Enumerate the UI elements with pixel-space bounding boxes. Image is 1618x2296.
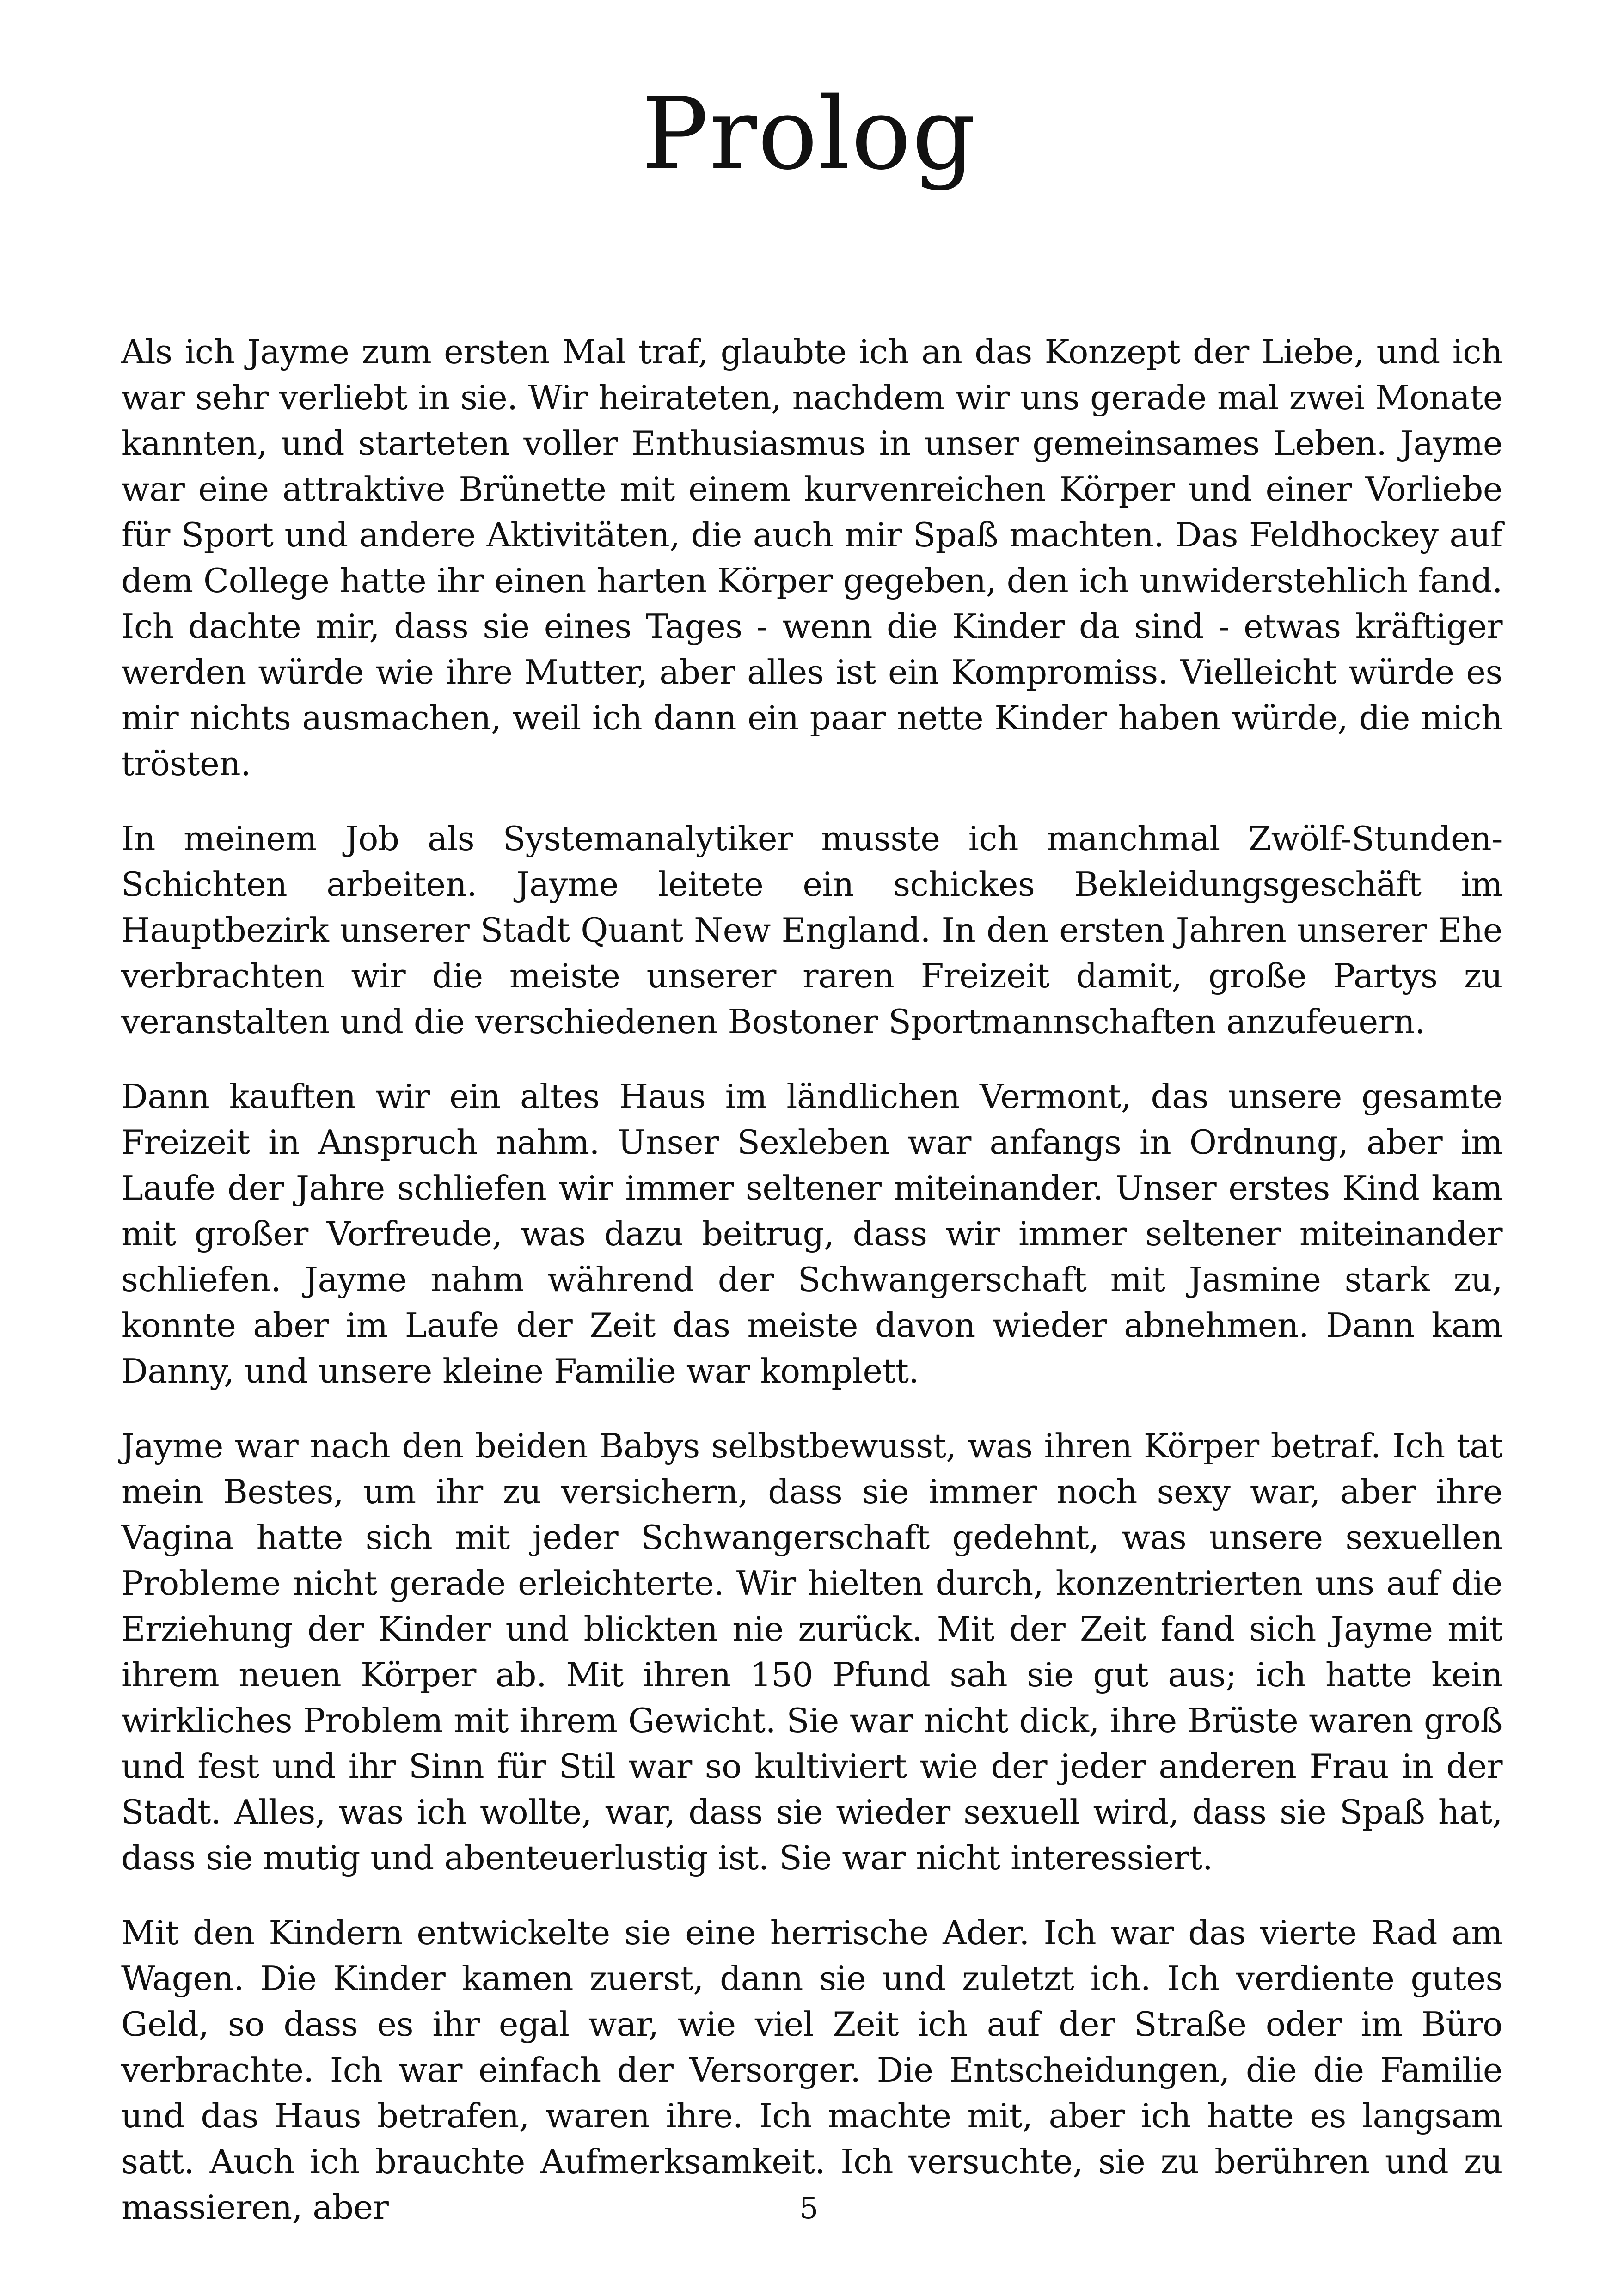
paragraph-3: Dann kauften wir ein altes Haus im ländlichen Vermont, das unsere gesamte Freizeit in Anspruch nahm. Unser Sexleben war anfangs in Ordnung, aber im Laufe der Jahre schliefen wir immer seltener miteinander. Unser erstes Kind kam mit großer Vorfreude, was dazu beitrug, dass wir immer seltener miteinander schliefen. Jayme nahm während der Schwangerschaft mit Jasmine stark zu, konnte aber im Laufe der Zeit das meiste davon wieder abnehmen. Dann kam Danny, und unsere kleine Familie war komplett. [121,1077,1502,1390]
chapter-title: Prolog [641,76,977,192]
paragraph-1: Als ich Jayme zum ersten Mal traf, glaubte ich an das Konzept der Liebe, und ich war sehr verliebt in sie. Wir heirateten, nachdem wir uns gerade mal zwei Monate kannten, und starteten voller Enthusiasmus in unser gemeinsames Leben. Jayme war eine attraktive Brünette mit einem kurvenreichen Körper und einer Vorliebe für Sport und andere Aktivitäten, die auch mir Spaß machten. Das Feldhockey auf dem College hatte ihr einen harten Körper gegeben, den ich unwiderstehlich fand. Ich dachte mir, dass sie eines Tages - wenn die Kinder da sind - etwas kräftiger werden würde wie ihre Mutter, aber alles ist ein Kompromiss. Vielleicht würde es mir nichts ausmachen, weil ich dann ein paar nette Kinder haben würde, die mich trösten. [121,332,1502,783]
paragraph-2: In meinem Job als Systemanalytiker musste ich manchmal Zwölf-Stunden-Schichten arbeiten. Jayme leitete ein schickes Bekleidungsgeschäft im Hauptbezirk unserer Stadt Quant New England. In den ersten Jahren unserer Ehe verbrachten wir die meiste unserer raren Freizeit damit, große Partys zu veranstalten und die verschiedenen Bostoner Sportmannschaften anzufeuern. [121,819,1502,1041]
paragraph-4: Jayme war nach den beiden Babys selbstbewusst, was ihren Körper betraf. Ich tat mein Bestes, um ihr zu versichern, dass sie immer noch sexy war, aber ihre Vagina hatte sich mit jeder Schwangerschaft gedehnt, was unsere sexuellen Probleme nicht gerade erleichterte. Wir hielten durch, konzentrierten uns auf die Erziehung der Kinder und blickten nie zurück. Mit der Zeit fand sich Jayme mit ihrem neuen Körper ab. Mit ihren 150 Pfund sah sie gut aus; ich hatte kein wirkliches Problem mit ihrem Gewicht. Sie war nicht dick, ihre Brüste waren groß und fest und ihr Sinn für Stil war so kultiviert wie der jeder anderen Frau in der Stadt. Alles, was ich wollte, war, dass sie wieder sexuell wird, dass sie Spaß hat, dass sie mutig und abenteuerlustig ist. Sie war nicht interessiert. [121,1427,1502,1877]
chapter-body [121,329,1502,2259]
page-number: 5 [799,2192,819,2226]
paragraph-5: Mit den Kindern entwickelte sie eine herrische Ader. Ich war das vierte Rad am Wagen. Die Kinder kamen zuerst, dann sie und zuletzt ich. Ich verdiente gutes Geld, so dass es ihr egal war, wie viel Zeit ich auf der Straße oder im Büro verbrachte. Ich war einfach der Versorger. Die Entscheidungen, die die Familie und das Haus betrafen, waren ihre. Ich machte mit, aber ich hatte es langsam satt. Auch ich brauchte Aufmerksamkeit. Ich versuchte, sie zu berühren und zu massieren, aber [121,1913,1502,2227]
